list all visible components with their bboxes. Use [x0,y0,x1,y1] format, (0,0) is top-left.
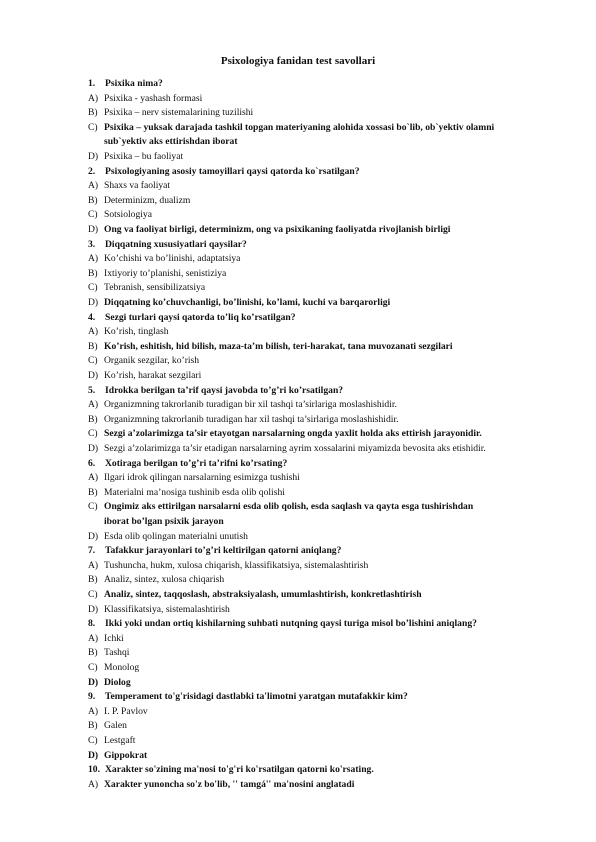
answer-letter: B) [88,194,98,206]
question-line [88,691,408,703]
answer-line [88,326,169,338]
answer-letter: D) [88,151,99,162]
question-text: Temperament to'g'risidagi dastlabki ta'limotni yaratgan mutafakkir kim? [105,691,408,703]
answer-letter: B) [88,486,98,498]
answer-line [88,574,224,586]
answer-text: Analiz, sintez, taqqoslash, abstraksiyalash, umumlashtirish, konkretlashtirish [104,589,422,600]
question-number: 5. [88,384,96,396]
question-line [88,166,360,178]
answer-line [88,720,127,732]
answer-line [88,355,199,367]
answer-line [88,414,399,426]
answer-letter: D) [88,530,99,542]
answer-line [88,268,226,280]
answer-line [88,662,139,674]
question-number: 2. [88,165,96,177]
answer-line [88,531,248,543]
answer-letter: D) [88,370,99,381]
answer-line [88,282,205,294]
answer-line [88,487,285,499]
answer-line [88,706,148,718]
answer-line [88,560,368,572]
question-number: 6. [88,457,96,469]
answer-text: Ongimiz aks ettirilgan narsalarni esda olib qolish, esda saqlash va qayta esga tushirishdan [104,501,474,513]
question-text: Sezgi turlari qaysi qatorda to’liq ko’rsatilgan? [105,311,296,323]
answer-letter: C) [88,662,98,673]
answer-text: Analiz, sintez, xulosa chiqarish [104,574,225,586]
question-text: Diqqatning xususiyatlari qaysilar? [105,238,247,250]
answer-line [88,253,240,265]
correct-answer-line [88,677,131,689]
answer-letter: A) [88,632,99,644]
answer-text: Sotsiologiya [104,209,152,221]
answer-letter: C) [88,282,98,294]
answer-letter: B) [88,340,98,352]
answer-letter: D) [88,603,99,615]
answer-line [88,399,397,411]
answer-letter: B) [88,720,98,732]
answer-line [88,107,253,119]
answer-line [88,633,124,645]
question-line [88,764,374,776]
answer-text: iborat bo’lgan psixik jarayon [104,516,224,527]
answer-letter: C) [88,355,98,367]
answer-letter: A) [88,705,99,717]
answer-line [88,472,300,484]
question-number: 8. [88,618,96,630]
question-number: 1. [88,78,96,89]
answer-text: Organizmning takrorlanib turadigan har xil tashqi ta’sirlariga moslashishidir. [104,413,399,425]
answer-text: Diolog [104,676,131,688]
answer-text: Tebranish, sensibilizatsiya [104,282,206,294]
question-line [88,312,296,324]
answer-text: Ko’rish, tinglash [104,326,169,338]
correct-answer-line [88,122,494,134]
answer-text: Monolog [104,662,140,673]
answer-text: Ko’rish, eshitish, hid bilish, maza-ta’m bilish, teri-harakat, tana muvozanati sezgilari [104,340,453,352]
question-number: 10. [88,764,100,776]
answer-text: Ko’rish, harakat sezgilari [104,370,202,381]
question-line [88,385,343,397]
answer-text: Xarakter yunoncha so'z bo'lib, '' tamgá'' ma'nosini anglatadi [104,778,355,790]
answer-line [88,370,201,382]
answer-text: Gippokrat [104,749,148,761]
answer-line [88,195,190,207]
answer-text: I. P. Pavlov [104,705,148,717]
answer-text: Esda olib qolingan materialni unutish [104,530,248,542]
answer-text: Ko’chishi va bo’linishi, adaptatsiya [104,253,241,265]
correct-answer-line [88,779,354,791]
question-text: Idrokka berilgan ta’rif qaysi javobda to’g’ri ko’rsatilgan? [105,384,344,396]
answer-text: Ilgari idrok qilingan narsalarning esimizga tushishi [104,472,300,484]
answer-letter: B) [88,107,98,119]
answer-text: Klassifikatsiya, sistemalashtirish [104,603,230,615]
question-number: 7. [88,545,96,557]
answer-continuation [104,516,224,528]
answer-letter: C) [88,589,98,600]
question-number: 9. [88,691,96,703]
answer-text: Tashqi [104,647,130,659]
answer-letter: D) [88,297,99,308]
answer-letter: D) [88,676,99,688]
answer-text: Determinizm, dualizm [104,194,191,206]
answer-line [88,647,129,659]
answer-text: sub`yektiv aks ettirishdan iborat [104,136,238,148]
answer-text: Sezgi a’zolarimizga ta’sir etayotgan narsalarning ongda yaxlit holda aks ettirish jarayonidir. [104,428,482,440]
answer-letter: A) [88,778,99,790]
answer-letter: B) [88,413,98,425]
correct-answer-line [88,750,147,762]
answer-letter: A) [88,326,99,338]
answer-letter: C) [88,121,98,133]
answer-line [88,93,202,105]
answer-letter: D) [88,443,99,454]
answer-text: Lestgaft [104,735,136,746]
answer-text: Galen [104,720,127,732]
answer-text: Organizmning takrorlanib turadigan bir xil tashqi ta’sirlariga moslashishidir. [104,399,397,411]
answer-text: Ixtiyoriy to’planishi, senistiziya [104,267,227,279]
answer-letter: A) [88,472,99,484]
answer-text: Ichki [104,632,124,644]
answer-letter: C) [88,501,98,513]
answer-text: Psixika - yashash formasi [104,92,203,104]
answer-text: Tushuncha, hukm, xulosa chiqarish, klassifikatsiya, sistemalashtirish [104,559,369,571]
answer-text: Sezgi a’zolarimizga ta’sir etadigan narsalarning ayrim xossalarini miyamizda bevosita aks etishidir. [104,443,486,454]
answer-letter: B) [88,267,98,279]
correct-answer-line [88,224,450,236]
answer-letter: A) [88,559,99,571]
answer-line [88,735,135,747]
answer-text: Psixika – nerv sistemalarining tuzilishi [104,107,254,119]
answer-letter: B) [88,647,98,659]
question-line [88,545,341,557]
answer-letter: C) [88,735,98,746]
answer-line [88,151,183,163]
answer-text: Psixika – yuksak darajada tashkil topgan materiyaning alohida xossasi bo`lib, ob`yektiv olamni [104,121,495,133]
correct-answer-line [88,428,482,440]
answer-continuation [104,136,238,148]
answer-letter: A) [88,92,99,104]
answer-line [88,209,152,221]
answer-line [88,443,486,455]
question-line [88,78,163,90]
answer-text: Ong va faoliyat birligi, determinizm, ong va psixikaning faoliyatda rivojlanish birligi [104,224,451,235]
answer-letter: D) [88,224,99,235]
answer-letter: B) [88,574,98,586]
answer-letter: A) [88,399,99,411]
answer-letter: D) [88,749,99,761]
answer-text: Materialni ma’nosiga tushinib esda olib qolishi [104,486,285,498]
question-text: Tafakkur jarayonlari to’g’ri keltirilgan qatorni aniqlang? [105,545,342,557]
correct-answer-line [88,341,453,353]
question-text: Psixika nima? [105,78,163,89]
answer-text: Psixika – bu faoliyat [104,151,184,162]
question-line [88,618,477,630]
correct-answer-line [88,297,390,309]
answer-letter: C) [88,209,98,221]
page-title: Psixologiya fanidan test savollari [220,55,376,67]
answer-letter: C) [88,428,98,440]
answer-letter: A) [88,253,99,265]
answer-text: Shaxs va faoliyat [104,180,171,192]
question-text: Xarakter so'zining ma'nosi to'g'ri ko'rsatilgan qatorni ko'rsating. [105,764,374,776]
question-text: Xotiraga berilgan to’g’ri ta’rifni ko’rsating? [105,457,288,469]
question-number: 3. [88,238,96,250]
question-text: Psixologiyaning asosiy tamoyillari qaysi qatorda ko`rsatilgan? [105,165,360,177]
question-line [88,239,247,251]
question-line [88,458,287,470]
correct-answer-line [88,501,473,513]
correct-answer-line [88,589,422,601]
answer-text: Organik sezgilar, ko’rish [104,355,200,367]
question-number: 4. [88,311,96,323]
question-text: Ikki yoki undan ortiq kishilarning suhbati nutqning qaysi turiga misol bo’lishini aniqlang? [105,618,477,630]
answer-letter: A) [88,180,99,192]
answer-line [88,180,170,192]
answer-line [88,604,230,616]
answer-text: Diqqatning ko’chuvchanligi, bo’linishi, ko’lami, kuchi va barqarorligi [104,297,391,308]
